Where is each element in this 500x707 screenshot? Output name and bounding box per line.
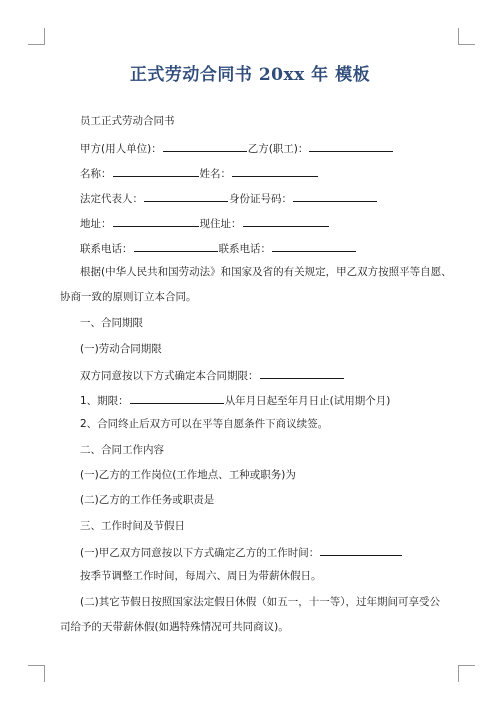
legal-rep-label: 法定代表人： — [80, 193, 143, 205]
address-label: 地址： — [80, 218, 112, 230]
subtitle-line: 员工正式劳动合同书 — [80, 115, 175, 127]
party-line — [80, 140, 394, 156]
id-number-blank[interactable] — [293, 190, 377, 202]
phone-a-label: 联系电话： — [80, 243, 133, 255]
current-address-blank[interactable] — [243, 215, 329, 227]
corner-mark-bottom-right — [458, 665, 475, 682]
paragraph-line: 根据(中华人民共和国劳动法》和国家及省的有关规定，甲乙双方按照平等自愿、 — [80, 266, 452, 278]
id-number-label: 身份证号码： — [229, 193, 292, 205]
term-period-line — [80, 392, 390, 408]
term-method-label: 双方同意按以下方式确定本合同期限： — [80, 370, 259, 382]
term-method-line — [80, 367, 345, 383]
work-time-blank[interactable] — [320, 544, 402, 556]
work-time-line — [80, 544, 403, 560]
subsection-heading: (一)劳动合同期限 — [80, 343, 162, 355]
person-name-blank[interactable] — [232, 165, 318, 177]
work-time-label: (一)甲乙双方同意按以下方式确定乙方的工作时间： — [80, 547, 320, 559]
address-line — [80, 215, 330, 231]
paragraph-line: 司给予的天带薪休假(如遇特殊情况可共同商议)。 — [60, 621, 289, 633]
phone-a-blank[interactable] — [134, 240, 218, 252]
term-period-label: 1、期限： — [80, 395, 129, 407]
section-heading: 三、工作时间及节假日 — [80, 520, 185, 532]
section-heading: 一、合同期限 — [80, 317, 143, 329]
phone-b-blank[interactable] — [272, 240, 356, 252]
document-title: 正式劳动合同书 20xx 年 模板 — [129, 65, 371, 85]
current-address-label: 现住址： — [199, 218, 242, 230]
party-a-label: 甲方(用人单位)： — [80, 143, 162, 155]
paragraph-line: (二)其它节假日按照国家法定假日休假（如五一，十一等），过年期间可享受公 — [80, 596, 440, 608]
corner-mark-top-right — [458, 28, 475, 45]
corner-mark-top-left — [28, 28, 45, 45]
paragraph-line: (一)乙方的工作岗位(工作地点、工种或职务)为 — [80, 469, 296, 481]
corner-mark-bottom-left — [28, 665, 45, 682]
party-a-blank[interactable] — [163, 140, 247, 152]
term-method-blank[interactable] — [260, 367, 344, 379]
term-period-blank[interactable] — [130, 392, 224, 404]
company-name-blank[interactable] — [113, 165, 199, 177]
paragraph-line: (二)乙方的工作任务或职责是 — [80, 494, 215, 506]
person-name-label: 姓名： — [199, 168, 231, 180]
section-heading: 二、合同工作内容 — [80, 444, 164, 456]
legal-rep-blank[interactable] — [144, 190, 228, 202]
rep-line — [80, 190, 378, 206]
term-period-text: 从年月日起至年月日止(试用期个月) — [224, 395, 391, 407]
paragraph-line: 按季节调整工作时间，每周六、周日为带薪休假日。 — [80, 570, 322, 582]
party-b-label: 乙方(职工)： — [247, 143, 309, 155]
address-blank[interactable] — [113, 215, 199, 227]
company-name-label: 名称： — [80, 168, 112, 180]
phone-line — [80, 240, 357, 256]
name-line — [80, 165, 319, 181]
paragraph-line: 协商一致的原则订立本合同。 — [60, 291, 197, 303]
party-b-blank[interactable] — [309, 140, 393, 152]
paragraph-line: 2、合同终止后双方可以在平等自愿条件下商议续签。 — [80, 418, 329, 430]
phone-b-label: 联系电话： — [218, 243, 271, 255]
